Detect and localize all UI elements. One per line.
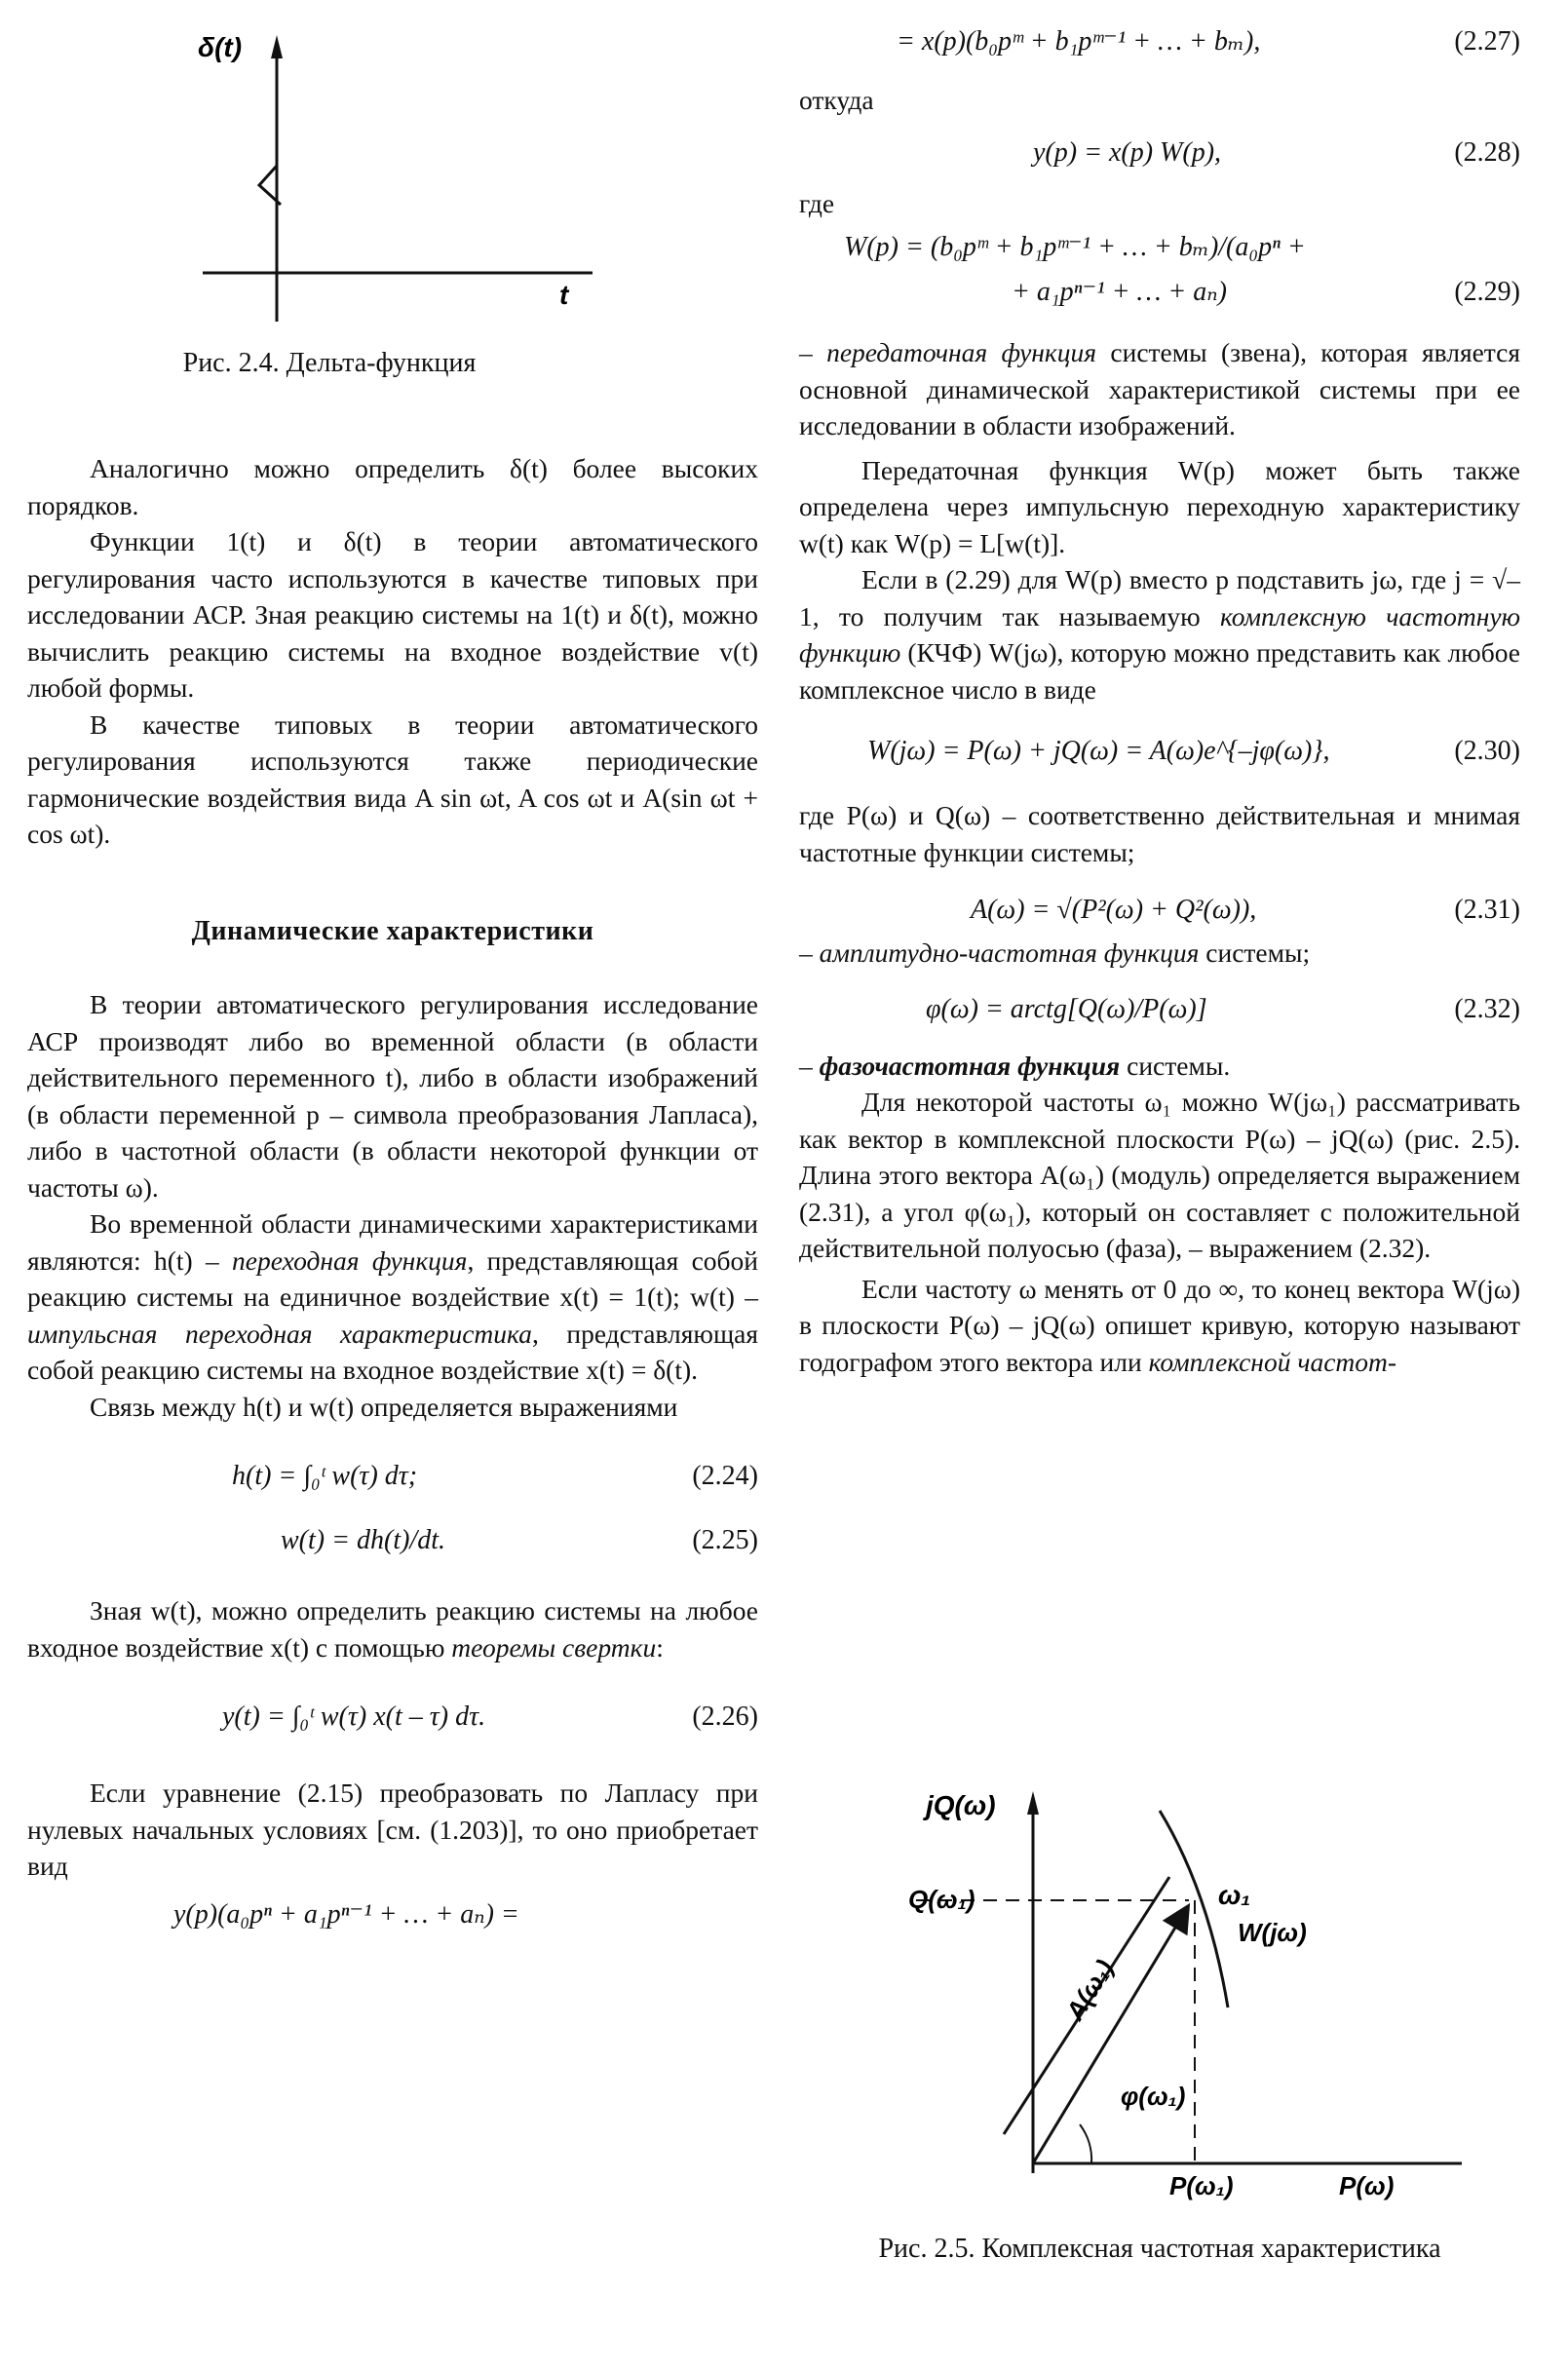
equation-2-27: = x(p)(b₀pᵐ + b₁pᵐ⁻¹ + … + bₘ), (2.27) bbox=[897, 26, 1520, 57]
section-heading: Динамические характеристики bbox=[191, 915, 594, 946]
fig24-x-label: t bbox=[559, 280, 569, 310]
paragraph: Функции 1(t) и δ(t) в теории автоматического регулирования часто используются в качестве типовых при исследовании АСР. Зная реакцию системы на 1(t) и δ(t), можно вычислить реакцию системы на входное воздействие v(t) любой формы. bbox=[27, 526, 758, 703]
fig25-q-label: Q(ω₁) bbox=[908, 1885, 975, 1914]
paragraph: где P(ω) и Q(ω) – соответственно действительная и мнимая частотные функции системы; bbox=[799, 800, 1520, 867]
figure-2-5-caption: Рис. 2.5. Комплексная частотная характеристика bbox=[878, 2234, 1441, 2264]
figure-2-4-caption: Рис. 2.4. Дельта-функция bbox=[182, 348, 477, 378]
paragraph: Во временной области динамическими характеристиками являются: h(t) – переходная функция, представляющая собой реакцию системы на единичное воздействие x(t) = 1(t); w(t) – импульсная переходная характеристика, представляющая собой реакцию системы на входное воздействие x(t) = δ(t). bbox=[27, 1208, 758, 1385]
figure-2-5-complex-frequency bbox=[799, 1783, 1520, 2202]
equation-2-24: h(t) = ∫₀ᵗ w(τ) dτ; (2.24) bbox=[232, 1461, 758, 1491]
paragraph: – амплитудно-частотная функция системы; bbox=[799, 937, 1311, 968]
fig25-y-arrow bbox=[1027, 1791, 1039, 1815]
paragraph: откуда bbox=[799, 85, 874, 115]
equation-2-28: y(p) = x(p) W(p), (2.28) bbox=[1033, 136, 1520, 168]
paragraph: – фазочастотная функция системы. bbox=[799, 1050, 1231, 1081]
equation-2-27-start: y(p)(a₀pⁿ + a₁pⁿ⁻¹ + … + aₙ) = bbox=[173, 1898, 519, 1930]
fig25-phi-label: φ(ω₁) bbox=[1121, 2082, 1186, 2111]
paragraph: Для некоторой частоты ω₁ можно W(jω₁) рассматривать как вектор в комплексной плоскости P(ω) – jQ(ω) (рис. 2.5). Длина этого вектора A(ω₁) (модуль) определяется выражением (2.31), а угол φ(ω₁), который он составляет с положительной действительной полуосью (фаза), – выражением (2.32). bbox=[799, 1087, 1520, 1263]
paragraph: Зная w(t), можно определить реакцию системы на любое входное воздействие x(t) с помощью теоремы свертки: bbox=[27, 1595, 758, 1663]
equation-2-30: W(jω) = P(ω) + jQ(ω) = A(ω)e^{–jφ(ω)}, (2.30) bbox=[867, 736, 1520, 766]
paragraph: Если уравнение (2.15) преобразовать по Лапласу при нулевых начальных условиях [см. (1.203)], то оно приобретает вид bbox=[27, 1778, 758, 1881]
paragraph: Передаточная функция W(p) может быть также определена через импульсную переходную характеристику w(t) как W(p) = L[w(t)]. bbox=[799, 454, 1520, 558]
paragraph: Если в (2.29) для W(p) вместо p подставить jω, где j = √–1, то получим так называемую комплексную частотную функцию (КЧФ) W(jω), которую можно представить как любое комплексное число в виде bbox=[799, 564, 1520, 705]
equation-2-26: y(t) = ∫₀ᵗ w(τ) x(t – τ) dτ. (2.26) bbox=[222, 1702, 758, 1732]
paragraph: В теории автоматического регулирования исследование АСР производят либо во временной области (в области действительного переменного t), либо в области изображений (в области переменной p – символа преобразования Лапласа), либо в частотной области (в области некоторой функции от частоты ω). bbox=[27, 989, 758, 1203]
equation-2-32: φ(ω) = arctg[Q(ω)/P(ω)] (2.32) bbox=[926, 993, 1520, 1024]
fig25-vector-label: A(ω₁) bbox=[1059, 1954, 1120, 2026]
fig25-x-label: P(ω) bbox=[1339, 2171, 1395, 2200]
equation-2-29: W(p) = (b₀pᵐ + b₁pᵐ⁻¹ + … + bₘ)/(a₀pⁿ + bbox=[844, 232, 1306, 262]
paragraph: Связь между h(t) и w(t) определяется выражениями bbox=[90, 1391, 678, 1422]
equation-2-31: A(ω) = √(P²(ω) + Q²(ω)), (2.31) bbox=[971, 895, 1520, 925]
paragraph: – передаточная функция системы (звена), которая является основной динамической характеристикой системы при ее исследовании в области изображений. bbox=[799, 337, 1521, 440]
fig25-omega-label: ω₁ bbox=[1218, 1880, 1251, 1910]
paragraph: где bbox=[799, 187, 835, 218]
paragraph: Если частоту ω менять от 0 до ∞, то конец вектора W(jω) в плоскости P(ω) – jQ(ω) опишет кривую, которую называют годографом этого вектора или комплексной частот- bbox=[799, 1273, 1520, 1377]
fig25-phi-arc bbox=[1080, 2124, 1091, 2163]
fig24-y-label: δ(t) bbox=[198, 32, 243, 62]
fig25-curve-label: W(jω) bbox=[1238, 1918, 1307, 1947]
fig24-y-arrow bbox=[271, 35, 283, 58]
figure-2-4-delta-function bbox=[27, 29, 758, 361]
equation-2-25: w(t) = dh(t)/dt. (2.25) bbox=[281, 1525, 758, 1555]
paragraph: В качестве типовых в теории автоматического регулирования используются также периодические гармонические воздействия вида A sin ωt, A cos ωt и A(sin ωt + cos ωt). bbox=[27, 708, 758, 849]
fig25-vector bbox=[1033, 1908, 1187, 2163]
equation-2-29-cont: + a₁pⁿ⁻¹ + … + aₙ) (2.29) bbox=[1012, 277, 1520, 307]
fig25-p1-label: P(ω₁) bbox=[1169, 2171, 1234, 2200]
fig25-y-label: jQ(ω) bbox=[926, 1790, 996, 1820]
paragraph: Аналогично можно определить δ(t) более высоких порядков. bbox=[27, 453, 758, 520]
